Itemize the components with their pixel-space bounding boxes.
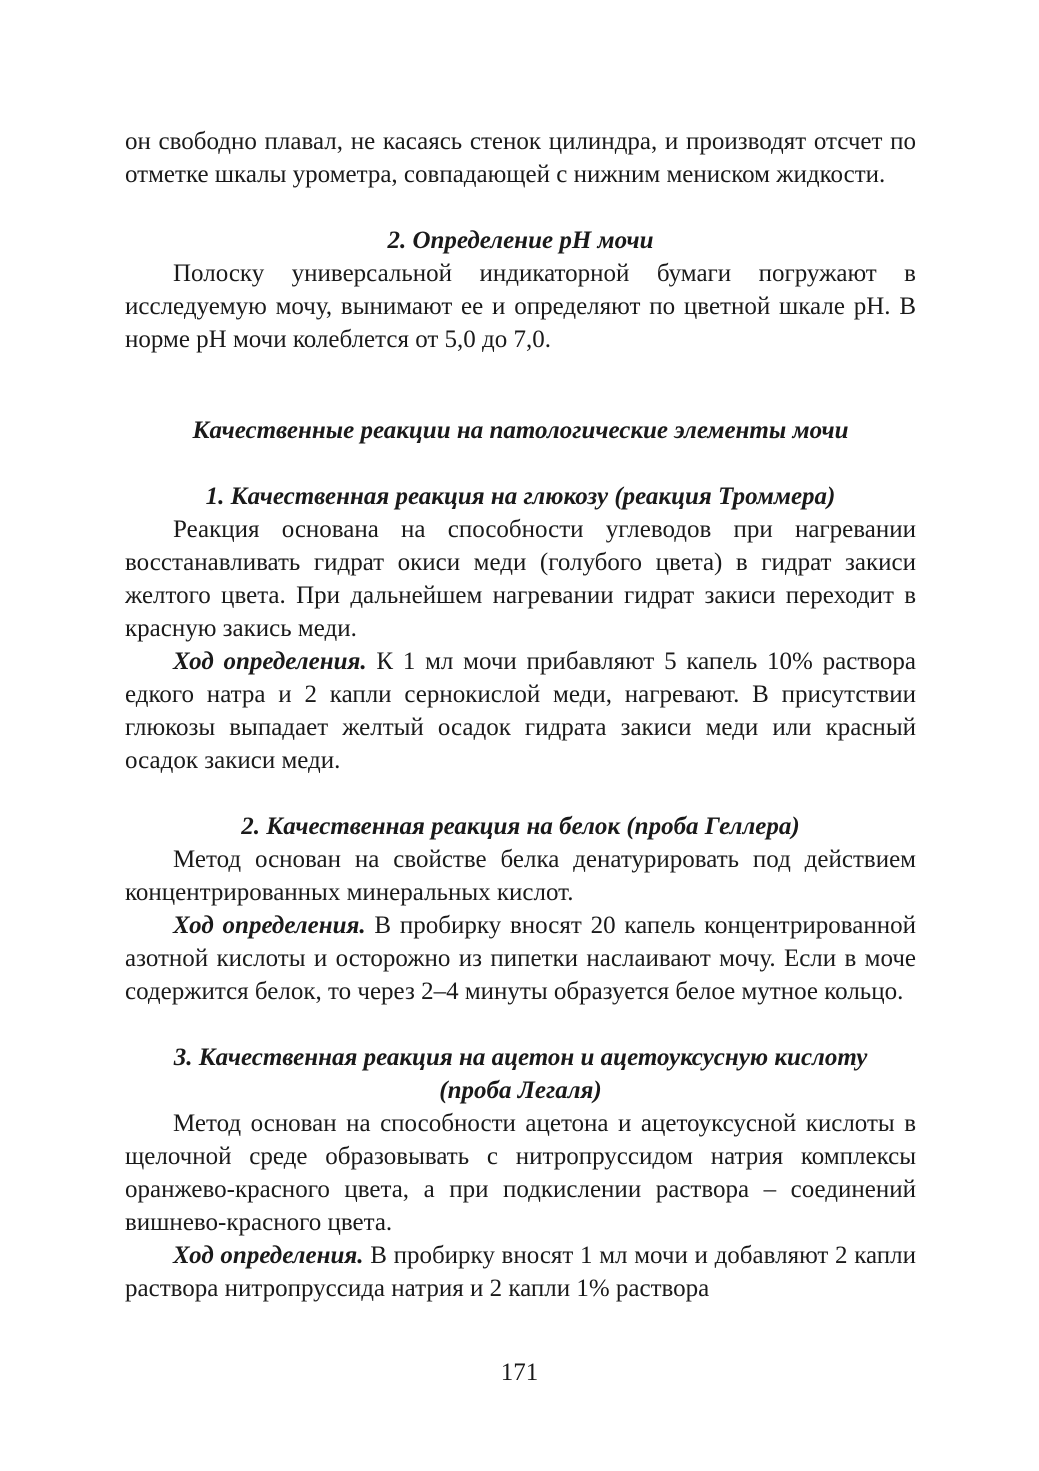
protein-paragraph: Метод основан на свойстве белка денатурировать под действием концентрированных минеральных кислот. [125, 846, 916, 906]
procedure-label: Ход определения. [173, 1242, 364, 1269]
acetone-heading [125, 1041, 916, 1107]
glucose-procedure-paragraph [125, 645, 916, 777]
spacer [125, 447, 916, 480]
procedure-label: Ход определения. [173, 912, 366, 939]
ph-heading: 2. Определение pH мочи [387, 227, 654, 254]
spacer [125, 356, 916, 414]
page-number: 171 [500, 1359, 539, 1386]
spacer [125, 191, 916, 224]
spacer [125, 1008, 916, 1041]
glucose-heading: 1. Качественная реакция на глюкозу (реакция Троммера) [205, 483, 836, 510]
acetone-heading-line1: 3. Качественная реакция на ацетон и ацетоуксусную кислоту [173, 1044, 868, 1071]
ph-paragraph: Полоску универсальной индикаторной бумаги погружают в исследуемую мочу, вынимают ее и определяют по цветной шкале pH. В норме pH мочи колеблется от 5,0 до 7,0. [125, 260, 916, 353]
section-heading: Качественные реакции на патологические элементы мочи [192, 417, 849, 444]
spacer [125, 777, 916, 810]
acetone-procedure-paragraph [125, 1239, 916, 1305]
protein-heading: 2. Качественная реакция на белок (проба Геллера) [241, 813, 800, 840]
acetone-heading-line2: (проба Легаля) [439, 1077, 602, 1104]
procedure-label: Ход определения. [173, 648, 367, 675]
glucose-paragraph: Реакция основана на способности углеводов при нагревании восстанавливать гидрат окиси меди (голубого цвета) в гидрат закиси желтого цвета. При дальнейшем нагревании гидрат закиси переходит в красную закись меди. [125, 516, 916, 642]
acetone-paragraph: Метод основан на способности ацетона и ацетоуксусной кислоты в щелочной среде образовывать с нитропруссидом натрия комплексы оранжево-красного цвета, а при подкислении раствора – соединений вишнево-красного цвета. [125, 1110, 916, 1236]
procedure-text: В пробирку вносят 1 мл мочи и добавляют 2 капли раствора нитропруссида натрия и 2 капли 1% раствора [125, 1242, 916, 1302]
continuation-paragraph: он свободно плавал, не касаясь стенок цилиндра, и производят отсчет по отметке шкалы урометра, совпадающей с нижним мениском жидкости. [125, 128, 916, 188]
procedure-text: В пробирку вносят 20 капель концентрированной азотной кислоты и осторожно из пипетки наслаивают мочу. Если в моче содержится белок, то через 2–4 минуты образуется белое мутное кольцо. [125, 912, 916, 1005]
procedure-text: К 1 мл мочи прибавляют 5 капель 10% раствора едкого натра и 2 капли сернокислой меди, нагревают. В присутствии глюкозы выпадает желтый осадок гидрата закиси меди или красный осадок закиси меди. [125, 648, 916, 774]
protein-procedure-paragraph [125, 909, 916, 1008]
